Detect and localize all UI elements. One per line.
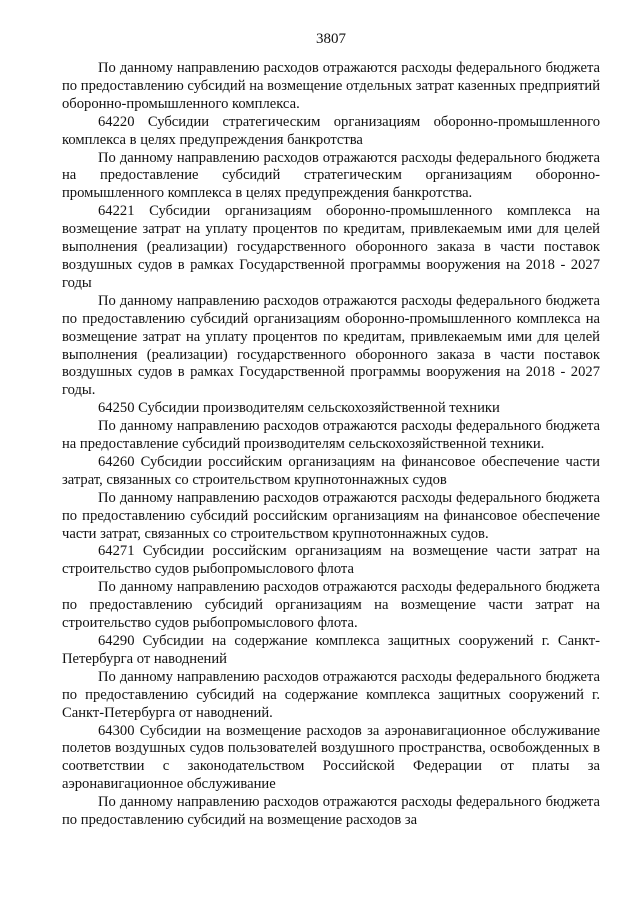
expense-code-heading: 64250 Субсидии производителям сельскохозяйственной техники: [98, 400, 500, 417]
document-page: [62, 30, 600, 830]
page-number: 3807: [316, 31, 346, 47]
paragraph: По данному направлению расходов отражаются расходы федерального бюджета по предоставлению субсидий на возмещение расходов за: [62, 794, 600, 829]
expense-code-heading: 64271 Субсидии российским организациям на возмещение части затрат на строительство судов рыбопромыслового флота: [62, 543, 600, 578]
expense-code-heading: 64300 Субсидии на возмещение расходов за аэронавигационное обслуживание полетов воздушных судов пользователей воздушного пространства, освобожденных в соответствии с законодательством Российской Федерации от платы за аэронавигационное обслуживание: [62, 722, 600, 793]
expense-code-heading: 64290 Субсидии на содержание комплекса защитных сооружений г. Санкт-Петербурга от наводнений: [62, 633, 600, 667]
paragraph: По данному направлению расходов отражаются расходы федерального бюджета на предоставление субсидий стратегическим организациям оборонно-промышленного комплекса в целях предупреждения банкротства.: [62, 149, 600, 202]
paragraph: По данному направлению расходов отражаются расходы федерального бюджета по предоставлению субсидий на возмещение отдельных затрат казенных предприятий оборонно-промышленного комплекса.: [62, 60, 600, 112]
paragraph: По данному направлению расходов отражаются расходы федерального бюджета на предоставление субсидий производителям сельскохозяйственной техники.: [62, 418, 600, 453]
expense-code-heading: 64220 Субсидии стратегическим организациям оборонно-промышленного комплекса в целях предупреждения банкротства: [62, 113, 600, 148]
paragraph: По данному направлению расходов отражаются расходы федерального бюджета по предоставлению субсидий организациям оборонно-промышленного комплекса на возмещение затрат на уплату процентов по кредитам, привлекаемым ими для целей выполнения (реализации) государственного оборонного заказа в части поставок воздушных судов в рамках Государственной программы вооружения на 2018 - 2027 годы.: [62, 292, 600, 399]
paragraph: По данному направлению расходов отражаются расходы федерального бюджета по предоставлению субсидий на содержание комплекса защитных сооружений г. Санкт-Петербурга от наводнений.: [62, 668, 600, 721]
expense-code-heading: 64260 Субсидии российским организациям на финансовое обеспечение части затрат, связанных со строительством крупнотоннажных судов: [62, 453, 600, 488]
paragraph: По данному направлению расходов отражаются расходы федерального бюджета по предоставлению субсидий российским организациям на финансовое обеспечение части затрат, связанных со строительством крупнотоннажных судов.: [62, 489, 600, 542]
expense-code-heading: 64221 Субсидии организациям оборонно-промышленного комплекса на возмещение затрат на уплату процентов по кредитам, привлекаемым ими для целей выполнения (реализации) государственного оборонного заказа в части поставок воздушных судов в рамках Государственной программы вооружения на 2018 - 2027 годы: [62, 203, 600, 291]
paragraph: По данному направлению расходов отражаются расходы федерального бюджета по предоставлению субсидий организациям на возмещение части затрат на строительство судов рыбопромыслового флота.: [62, 579, 600, 632]
